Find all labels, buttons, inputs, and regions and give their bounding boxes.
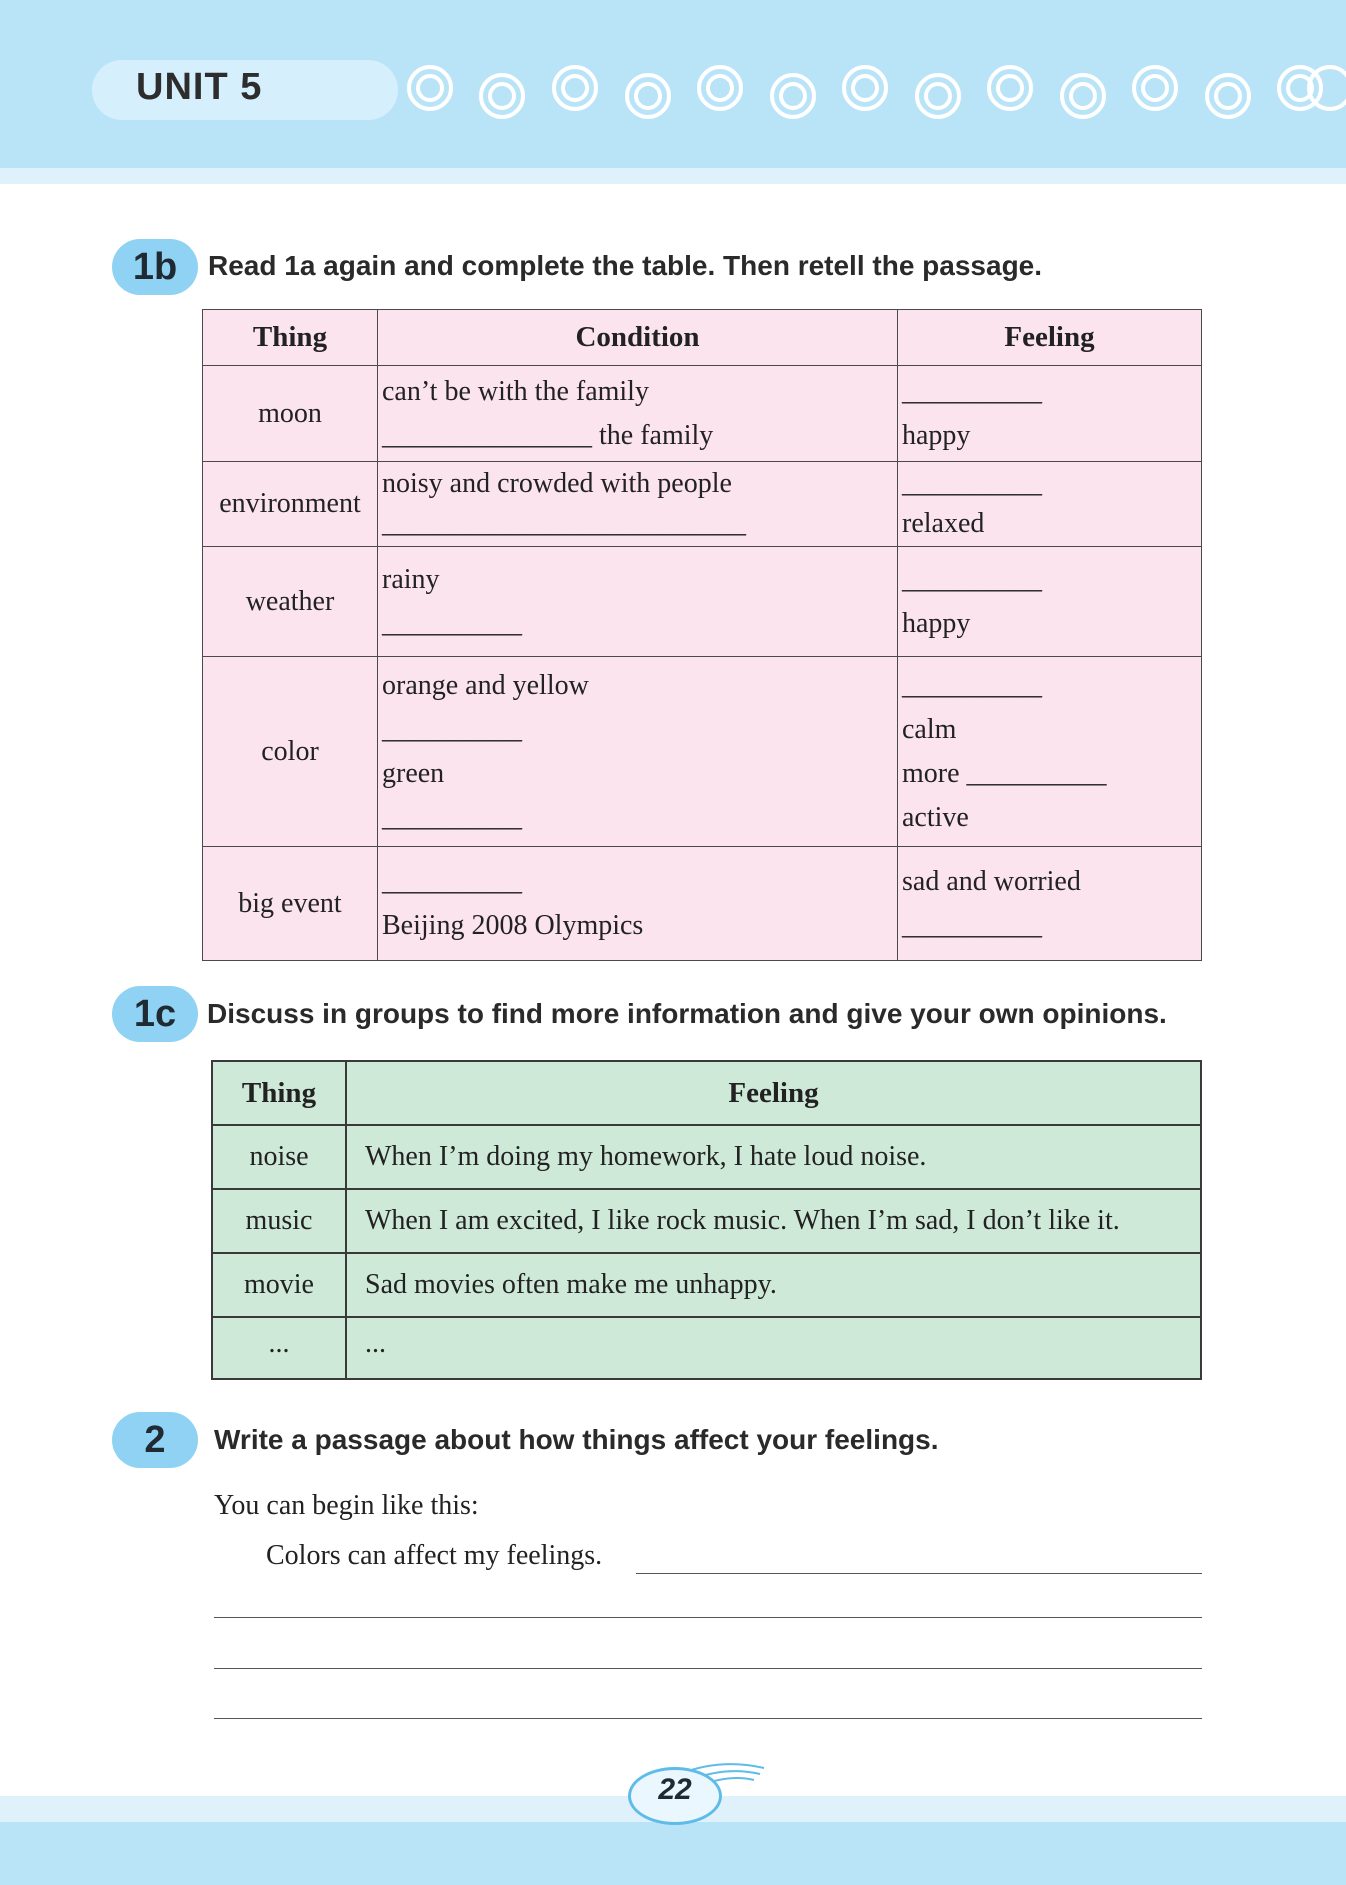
table-row [203, 366, 1202, 462]
writing-starter: Colors can affect my feelings. [266, 1540, 603, 1571]
header-thing: Thing [203, 310, 378, 366]
condition-line: Beijing 2008 Olympics [382, 909, 644, 941]
row-feeling [898, 366, 1202, 462]
feeling-line: relaxed [902, 508, 985, 539]
writing-line[interactable] [214, 1718, 1202, 1719]
header-feeling: Feeling [346, 1061, 1201, 1125]
condition-blank[interactable]: __________ [382, 801, 522, 833]
section-badge-2: 2 [112, 1412, 198, 1468]
feeling-blank[interactable]: __________ [902, 468, 1042, 499]
header-thing: Thing [212, 1061, 346, 1125]
row-feeling: When I am excited, I like rock music. When I’m sad, I don’t like it. [346, 1189, 1201, 1253]
feeling-blank[interactable]: __________ [902, 909, 1042, 941]
row-condition [378, 657, 898, 847]
table-row [203, 847, 1202, 961]
row-condition [378, 547, 898, 657]
row-thing: weather [203, 547, 378, 657]
feeling-line: active [902, 801, 969, 833]
table-row [212, 1125, 1201, 1189]
row-feeling: Sad movies often make me unhappy. [346, 1253, 1201, 1317]
writing-line[interactable] [636, 1573, 1202, 1574]
section-2-instruction: Write a passage about how things affect your feelings. [214, 1424, 939, 1455]
condition-blank[interactable]: __________________________ [382, 508, 746, 539]
row-thing: big event [203, 847, 378, 961]
condition-line: green [382, 757, 445, 789]
table-header-row [203, 310, 1202, 366]
row-feeling: When I’m doing my homework, I hate loud noise. [346, 1125, 1201, 1189]
condition-blank[interactable]: __________ [382, 713, 522, 745]
footer-band [0, 1822, 1346, 1885]
row-feeling [898, 547, 1202, 657]
feeling-line: happy [902, 607, 971, 639]
decorative-rings-icon [400, 58, 1346, 128]
feeling-line: happy [902, 419, 971, 451]
table-row [212, 1253, 1201, 1317]
condition-blank[interactable]: _______________ the family [382, 419, 714, 451]
feeling-blank[interactable]: more __________ [902, 757, 1107, 789]
unit-title: UNIT 5 [136, 66, 263, 108]
feelings-table [202, 309, 1202, 961]
condition-line: orange and yellow [382, 669, 589, 701]
row-thing: ... [212, 1317, 346, 1379]
row-thing: color [203, 657, 378, 847]
row-condition [378, 462, 898, 547]
writing-line[interactable] [214, 1668, 1202, 1669]
row-thing: noise [212, 1125, 346, 1189]
row-condition [378, 847, 898, 961]
opinions-table [211, 1060, 1202, 1380]
table-row [203, 462, 1202, 547]
section-badge-1b: 1b [112, 239, 198, 295]
section-1b-instruction: Read 1a again and complete the table. Then retell the passage. [208, 250, 1043, 281]
writing-line[interactable] [214, 1617, 1202, 1618]
condition-blank[interactable]: __________ [382, 607, 522, 639]
feeling-blank[interactable]: __________ [902, 375, 1042, 407]
condition-line: rainy [382, 563, 440, 595]
feeling-blank[interactable]: __________ [902, 563, 1042, 595]
writing-intro: You can begin like this: [214, 1490, 479, 1521]
header-condition: Condition [378, 310, 898, 366]
condition-line: can’t be with the family [382, 375, 649, 407]
feeling-blank[interactable]: __________ [902, 669, 1042, 701]
header-strip [0, 168, 1346, 184]
row-thing: movie [212, 1253, 346, 1317]
row-feeling [898, 847, 1202, 961]
table-row [212, 1317, 1201, 1379]
page-number: 22 [658, 1773, 692, 1806]
row-condition [378, 366, 898, 462]
condition-blank[interactable]: __________ [382, 865, 522, 897]
table-header-row [212, 1061, 1201, 1125]
row-thing: environment [203, 462, 378, 547]
row-feeling [898, 657, 1202, 847]
table-row [203, 547, 1202, 657]
condition-line: noisy and crowded with people [382, 468, 732, 499]
table-row [212, 1189, 1201, 1253]
section-badge-1c: 1c [112, 986, 198, 1042]
row-feeling [898, 462, 1202, 547]
header-feeling: Feeling [898, 310, 1202, 366]
table-row [203, 657, 1202, 847]
feeling-line: sad and worried [902, 865, 1081, 897]
row-thing: moon [203, 366, 378, 462]
row-thing: music [212, 1189, 346, 1253]
section-1c-instruction: Discuss in groups to find more information and give your own opinions. [207, 998, 1167, 1029]
feeling-line: calm [902, 713, 957, 745]
row-feeling: ... [346, 1317, 1201, 1379]
